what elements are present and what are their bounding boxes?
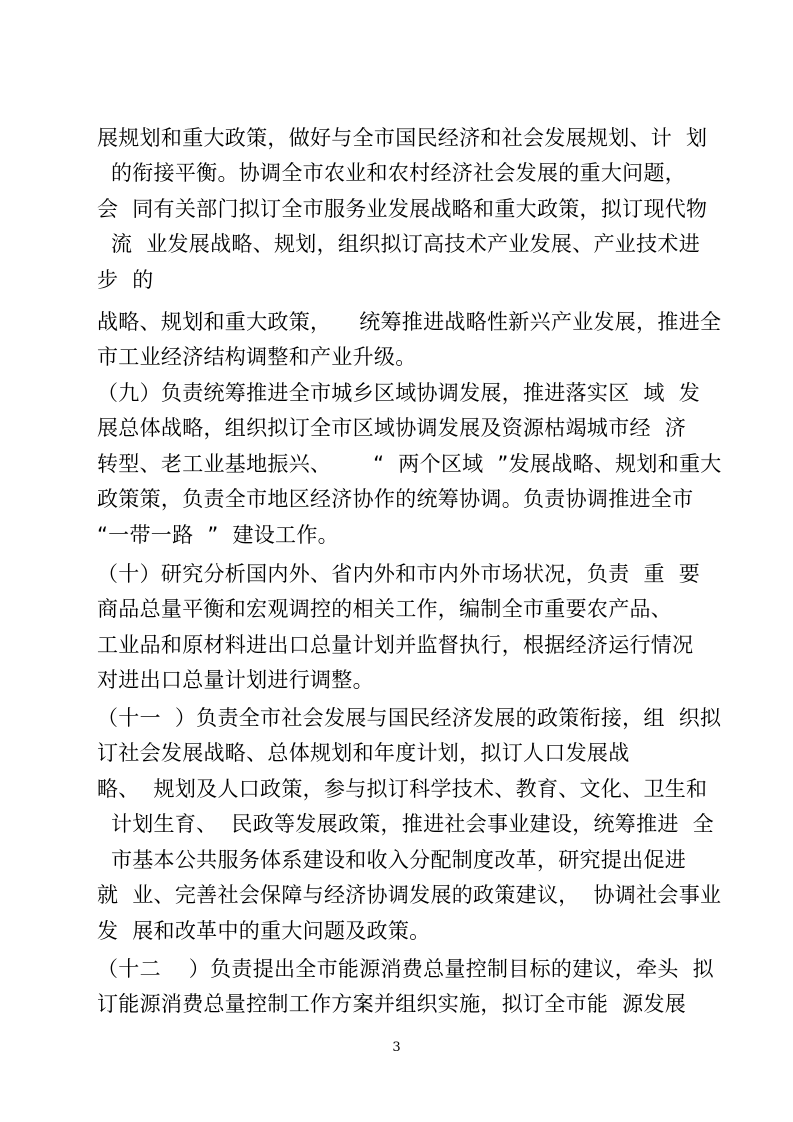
text-line: 的衔接平衡。协调全市农业和农村经济社会发展的重大问题， [97,161,687,185]
text-line: 工业品和原材料进出口总量计划并监督执行，根据经济运行情况 [97,633,694,657]
text-line: 就 业、完善社会保障与经济协调发展的政策建议， 协调社会事业 [97,883,722,907]
text-line: 对进出口总量计划进行调整。 [97,668,374,692]
text-line: 步 的 [97,268,154,292]
text-line: 展总体战略，组织拟订全市区域协调发展及资源枯竭城市经 济 [97,416,687,440]
text-line: 展规划和重大政策，做好与全市国民经济和社会发展规划、计 划 [97,126,708,150]
text-line: （九）负责统筹推进全市城乡区域协调发展，推进落实区 域 发 [97,381,700,405]
text-line: 发 展和改革中的重大问题及政策。 [97,919,431,943]
text-line: 市基本公共服务体系建设和收入分配制度改革，研究提出促进 [97,848,687,872]
text-line: 政策策，负责全市地区经济协作的统筹协调。负责协调推进全市 [97,487,694,511]
text-line: 计划生育、 民政等发展政策，推进社会事业建设，统筹推进 全 [97,812,714,836]
text-line: （十）研究分析国内外、省内外和市内外市场状况，负责 重 要 [97,562,700,586]
text-line: 流 业发展战略、规划，组织拟订高技术产业发展、产业技术进 [97,232,700,256]
text-line: 商品总量平衡和宏观调控的相关工作，编制全市重要农产品、 [97,597,673,621]
text-line: （十一 ）负责全市社会发展与国民经济发展的政策衔接，组 织拟 [97,706,722,730]
text-line: “一带一路 ” 建设工作。 [97,523,339,547]
text-line: （十二 ）负责提出全市能源消费总量控制目标的建议，牵头 拟 [97,957,714,981]
text-line: 会 同有关部门拟订全市服务业发展战略和重大政策，拟订现代物 [97,197,708,221]
text-line: 订社会发展战略、总体规划和年度计划，拟订人口发展战 [97,741,630,765]
text-line: 略、 规划及人口政策，参与拟订科学技术、教育、文化、卫生和 [97,777,708,801]
text-line: 转型、老工业基地振兴、 “ 两个区域 ”发展战略、规划和重大 [97,452,722,476]
text-line: 订能源消费总量控制工作方案并组织实施，拟订全市能 源发展 [97,992,687,1016]
page-number: 3 [392,1040,401,1055]
text-line: 战略、规划和重大政策， 统筹推进战略性新兴产业发展，推进全 [97,310,722,334]
text-line: 市工业经济结构调整和产业升级。 [97,345,417,369]
